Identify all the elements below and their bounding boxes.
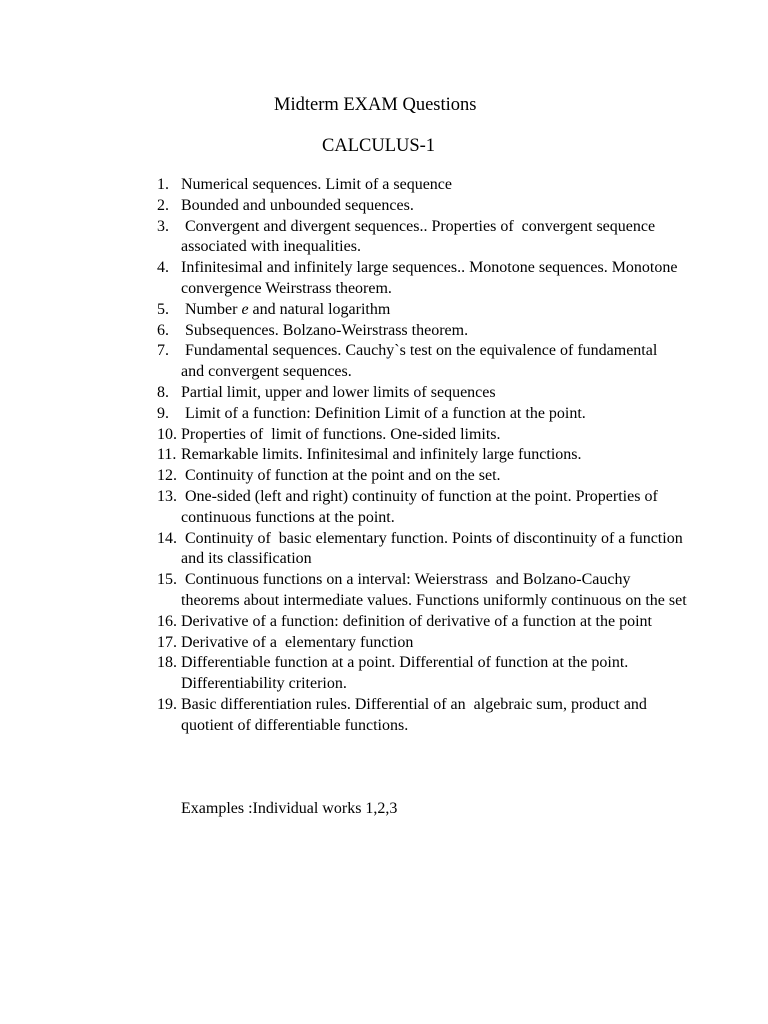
question-number: 19. xyxy=(157,695,177,713)
examples-note: Examples :Individual works 1,2,3 xyxy=(181,800,398,817)
question-item xyxy=(157,570,687,612)
question-item xyxy=(157,383,687,404)
question-number: 1. xyxy=(157,176,169,193)
question-item xyxy=(157,612,687,633)
question-text: Remarkable limits. Infinitesimal and infinitely large functions. xyxy=(181,446,582,464)
question-number: 7. xyxy=(157,342,169,360)
course-title-text: CALCULUS-1 xyxy=(322,136,436,156)
question-text: Bounded and unbounded sequences. xyxy=(181,196,414,214)
question-number: 17. xyxy=(157,633,177,651)
question-text xyxy=(181,300,687,321)
question-number: 12. xyxy=(157,467,177,485)
question-text: Continuous functions on a interval: Weierstrass and Bolzano-Cauchy theorems about intermediate values. Functions uniformly continuous on the set xyxy=(181,571,687,609)
question-text: Convergent and divergent sequences.. Properties of convergent sequence associated with inequalities. xyxy=(181,217,660,256)
question-item xyxy=(157,425,687,446)
question-text: Subsequences. Bolzano-Weirstrass theorem. xyxy=(181,321,469,339)
question-text-part: Number xyxy=(181,300,242,318)
question-number: 3. xyxy=(157,217,169,235)
question-item xyxy=(157,487,687,529)
question-number: 11. xyxy=(157,446,177,464)
question-text: Infinitesimal and infinitely large sequences.. Monotone sequences. Monotone convergence Weirstrass theorem. xyxy=(181,259,682,297)
question-text: Limit of a function: Definition Limit of a function at the point. xyxy=(181,404,586,422)
question-text: Differentiable function at a point. Differential of function at the point. Differentiability criterion. xyxy=(181,654,633,693)
question-item xyxy=(157,321,687,342)
question-text: Basic differentiation rules. Differential of an algebraic sum, product and quotient of differentiable functions. xyxy=(181,695,651,734)
question-text: One-sided (left and right) continuity of function at the point. Properties of continuous functions at the point. xyxy=(181,487,666,526)
question-number: 15. xyxy=(157,571,177,589)
question-number: 16. xyxy=(157,612,177,630)
question-text: Derivative of a elementary function xyxy=(181,633,414,651)
question-number: 4. xyxy=(157,259,169,277)
question-item xyxy=(157,633,687,654)
question-item xyxy=(157,695,687,737)
question-number: 13. xyxy=(157,487,177,505)
question-number: 10. xyxy=(157,425,177,443)
question-item xyxy=(157,445,687,466)
page-title-text: Midterm EXAM Questions xyxy=(274,95,477,115)
question-item xyxy=(157,466,687,487)
question-item xyxy=(157,653,687,695)
question-item xyxy=(157,404,687,425)
question-text: Fundamental sequences. Cauchy`s test on the equivalence of fundamental and convergent sequences. xyxy=(181,342,666,381)
question-text: Numerical sequences. Limit of a sequence xyxy=(181,176,452,193)
question-number: 18. xyxy=(157,654,177,672)
question-number: 5. xyxy=(157,300,169,318)
question-item xyxy=(157,300,687,321)
question-number: 8. xyxy=(157,383,169,401)
question-text: Derivative of a function: definition of derivative of a function at the point xyxy=(181,612,652,630)
question-item xyxy=(157,258,687,300)
question-text: Continuity of function at the point and on the set. xyxy=(181,467,501,485)
question-item xyxy=(157,529,687,571)
question-list xyxy=(157,175,687,737)
question-item xyxy=(157,341,687,383)
question-text: Continuity of basic elementary function. Points of discontinuity of a function and its classification xyxy=(181,529,687,568)
question-item xyxy=(157,175,687,196)
question-number: 9. xyxy=(157,404,169,422)
question-item xyxy=(157,196,687,217)
question-number: 6. xyxy=(157,321,169,339)
question-number: 14. xyxy=(157,529,177,547)
question-text-italic: e xyxy=(241,300,249,318)
question-number: 2. xyxy=(157,196,169,214)
question-text-part: and natural logarithm xyxy=(248,300,391,318)
question-item xyxy=(157,217,687,259)
question-text: Properties of limit of functions. One-sided limits. xyxy=(181,425,501,443)
question-text: Partial limit, upper and lower limits of sequences xyxy=(181,383,496,401)
